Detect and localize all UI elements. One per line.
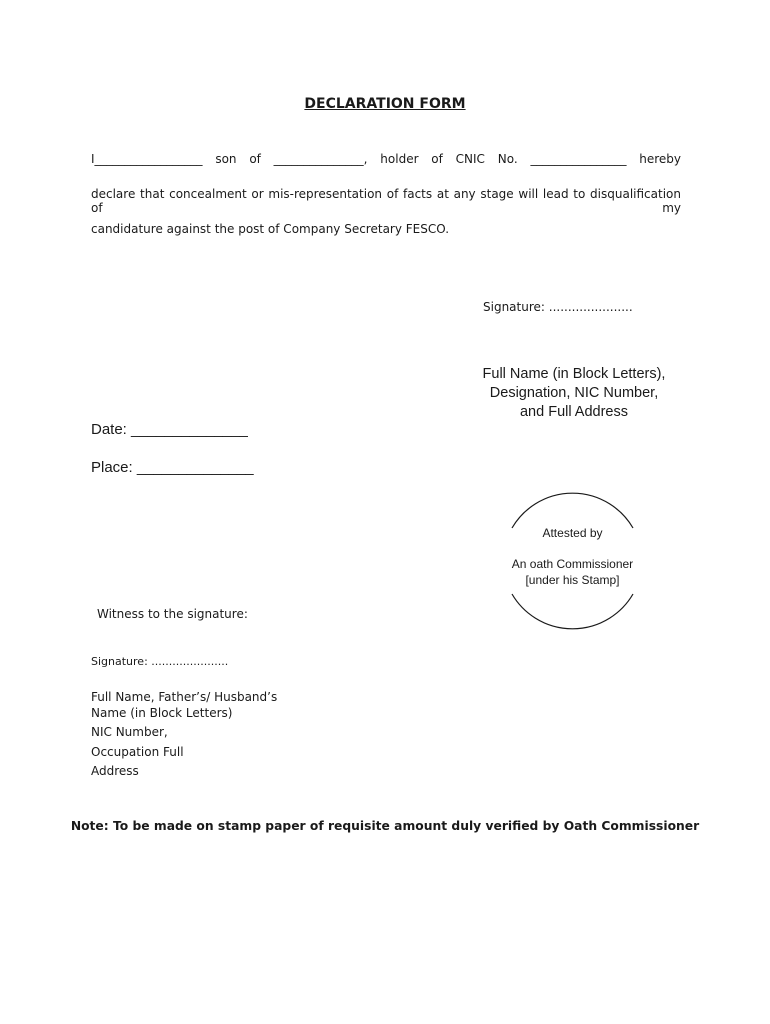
stamp-oath-line: An oath Commissioner [511,557,634,571]
date-field: Date: ______________ [91,421,248,438]
applicant-details-line: Full Name (in Block Letters), [482,366,666,382]
place-field: Place: ______________ [91,459,254,476]
declaration-line-2: declare that concealment or mis-representation of facts at any stage will lead to disqualification of my [91,187,681,215]
witness-details-line: Occupation Full [91,744,184,759]
declaration-line-1: I__________________ son of _______________, holder of CNIC No. ________________ hereby [91,152,681,166]
applicant-details-block [470,365,678,422]
witness-details-line: Name (in Block Letters) [91,705,233,720]
page-title: DECLARATION FORM [304,96,466,112]
declaration-line-3: candidature against the post of Company Secretary FESCO. [91,222,450,236]
applicant-details-line: Designation, NIC Number, [489,385,659,401]
witness-signature-line: Signature: ...................... [91,655,229,668]
witness-details-line: Address [91,764,139,778]
witness-details-line: Full Name, Father’s/ Husband’s [91,690,278,704]
witness-heading: Witness to the signature: [97,607,248,621]
witness-details-block [91,688,277,782]
applicant-details-line: and Full Address [519,404,628,420]
footer-note: Note: To be made on stamp paper of requisite amount duly verified by Oath Commissioner [70,819,700,833]
witness-details-line: NIC Number, [91,725,168,739]
stamp-attested-by: Attested by [542,526,603,540]
applicant-signature-line: Signature: ...................... [483,300,633,314]
stamp-oath-line: [under his Stamp] [525,573,620,587]
stamp-oath-commissioner [480,556,665,588]
stamp-arc-bottom [500,588,645,638]
